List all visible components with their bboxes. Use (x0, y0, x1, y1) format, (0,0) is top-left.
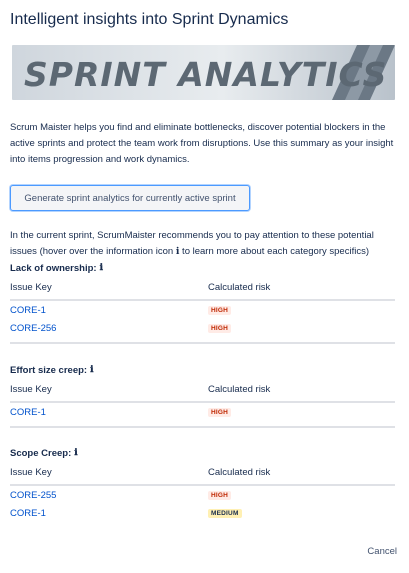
section-title: Lack of ownership: (10, 262, 97, 274)
issue-link[interactable]: CORE-1 (10, 507, 46, 519)
lack-of-ownership-section (10, 262, 395, 344)
column-calculated-risk: Calculated risk (208, 466, 271, 478)
column-issue-key: Issue Key (10, 281, 52, 293)
risk-badge: HIGH (208, 324, 231, 333)
intro-description: Scrum Maister helps you find and eliminate bottlenecks, discover potential blockers in the active sprints and protect the team work from disruptions. Use this summary as your insight into items progression and work dynamics. (10, 122, 394, 165)
section-divider (10, 426, 395, 428)
table-row (10, 301, 395, 319)
issue-link[interactable]: CORE-255 (10, 489, 57, 501)
issue-link[interactable]: CORE-1 (10, 304, 46, 316)
table-row (10, 486, 395, 504)
section-title: Effort size creep: (10, 364, 88, 376)
risk-badge: HIGH (208, 306, 231, 315)
risk-badge: HIGH (208, 408, 231, 417)
column-issue-key: Issue Key (10, 466, 52, 478)
generate-analytics-button[interactable]: Generate sprint analytics for currently active sprint (10, 185, 250, 211)
column-issue-key: Issue Key (10, 383, 52, 395)
scope-creep-section (10, 447, 395, 522)
column-calculated-risk: Calculated risk (208, 281, 271, 293)
issue-link[interactable]: CORE-1 (10, 406, 46, 418)
issue-link[interactable]: CORE-256 (10, 322, 57, 334)
table-header (10, 460, 395, 486)
column-calculated-risk: Calculated risk (208, 383, 271, 395)
risk-badge: MEDIUM (208, 509, 242, 518)
sprint-analytics-banner (12, 45, 395, 100)
section-title: Scope Creep: (10, 447, 72, 459)
info-icon[interactable]: ℹ (99, 263, 103, 273)
table-header (10, 377, 395, 403)
dialog-title: Intelligent insights into Sprint Dynamics (10, 11, 289, 28)
table-row (10, 319, 395, 337)
recommendation-text: In the current sprint, ScrumMaister recommends you to pay attention to these potential issues (hover over the information icon ℹ to learn more about each category specifics) (10, 230, 374, 257)
table-row (10, 403, 395, 421)
risk-badge: HIGH (208, 491, 231, 500)
table-row (10, 504, 395, 522)
section-divider (10, 342, 395, 344)
cancel-button[interactable]: Cancel (367, 546, 397, 557)
effort-size-creep-section (10, 364, 395, 428)
table-header (10, 275, 395, 301)
info-icon[interactable]: ℹ (90, 365, 94, 375)
info-icon[interactable]: ℹ (74, 448, 78, 458)
banner-text: SPRINT ANALYTICS (24, 55, 388, 94)
